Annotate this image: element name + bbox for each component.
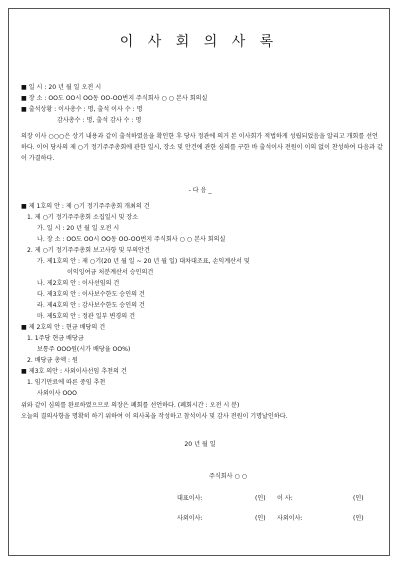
closing-line-2: 오늘의 결의사항을 명확히 하기 위하여 이 의사록을 작성하고 참석이사 및 감사 전원이 기명날인하다. (21, 413, 288, 420)
outside-director-label: 사외이사: (277, 515, 303, 522)
agenda-item: 1. 임기만료에 따른 중임 추천 (27, 379, 106, 386)
agenda-item: 1. 1주당 현금 배당금 (27, 335, 84, 342)
agenda-heading: - 다 음 _ (188, 187, 212, 194)
seal-mark: (인) (255, 495, 266, 502)
director-label: 이 사: (277, 495, 293, 502)
meeting-datetime: ■ 일 시 : 20 년 월 일 오전 시 (21, 84, 102, 91)
company-name: 주식회사 ○ ○ (209, 473, 248, 480)
agenda-item: 나. 장 소 : OO도 OO시 OO동 OO-OO번지 주식회사 ○ ○ 본사 회의실 (37, 236, 226, 243)
agenda-item: 가. 일 시 : 20 년 월 일 오전 시 (37, 225, 120, 232)
seal-mark: (인) (255, 515, 266, 522)
meeting-place: ■ 장 소 : OO도 OO시 OO동 OO-OO번지 주식회사 ○ ○ 본사 회의실 (21, 95, 208, 102)
agenda-item: 다. 제3호의 안 : 이사보수한도 승인의 건 (37, 291, 145, 298)
agenda-item: ■ 제3호 의안 : 사외이사선임 추천의 건 (21, 368, 127, 375)
agenda-item: 사외이사 OOO (37, 390, 77, 397)
agenda-item: 마. 제5호의 안 : 정관 일부 변경의 건 (37, 313, 135, 320)
outside-director-label: 사외이사: (177, 515, 203, 522)
agenda-item: ■ 제 2호의 안 : 현금 배당의 건 (21, 324, 106, 331)
agenda-item: 가. 제1호의 안 : 제 ○기(20 년 월 일 ~ 20 년 월 일) 대차대조표, 손익계산서 및 (37, 258, 250, 265)
agenda-item: 2. 제 ○기 정기주주총회 보고사항 및 부의안건 (27, 247, 150, 254)
agenda-item: 2. 배당금 총액 : 원 (27, 357, 78, 364)
seal-mark: (인) (353, 495, 364, 502)
document-date: 20 년 월 일 (184, 441, 216, 448)
agenda-item: 이익잉여금 처분계산서 승인의건 (67, 269, 154, 276)
rep-director-label: 대표이사: (177, 495, 203, 502)
attendance-directors: ■ 출석상황 : 이사총수 : 명, 출석 이사 수 : 명 (21, 106, 143, 113)
document-title: 이 사 회 의 사 록 (119, 34, 279, 50)
closing-line-1: 위와 같이 심의를 완료하였으므로 의장은 폐회를 선언하다. (폐회시간 : 오전 시 분) (21, 402, 240, 409)
agenda-item: 1. 제 ○기 정기주주총회 소집일시 및 장소 (27, 214, 139, 221)
document-page (8, 8, 390, 556)
seal-mark: (인) (353, 515, 364, 522)
agenda-item: 보통주 OOO원(시가 배당율 OO%) (37, 346, 131, 353)
agenda-item: 나. 제2호의 안 : 이사선임의 건 (37, 280, 120, 287)
opening-paragraph: 의장 이사 ○○○은 상기 내용과 같이 출석하였음을 확인한 후 당사 정관에 의거 본 이사회가 적법하게 성립되었음을 알리고 개회를 선언하다. 이어 당사의 제 ○기 정기주주총회에 관한 일시, 장소 및 안건에 관한 심의를 구한 바 출석이사 전원이 이의 없이 찬성하여 다음과 같이 가결하다. (21, 133, 383, 162)
attendance-auditors: 감사총수 : 명, 출석 감사 수 : 명 (57, 117, 142, 124)
agenda-item: 라. 제4호의 안 : 감사보수한도 승인의 건 (37, 302, 145, 309)
agenda-item: ■ 제 1호의 안 : 제 ○기 정기주주총회 개최의 건 (21, 203, 150, 210)
